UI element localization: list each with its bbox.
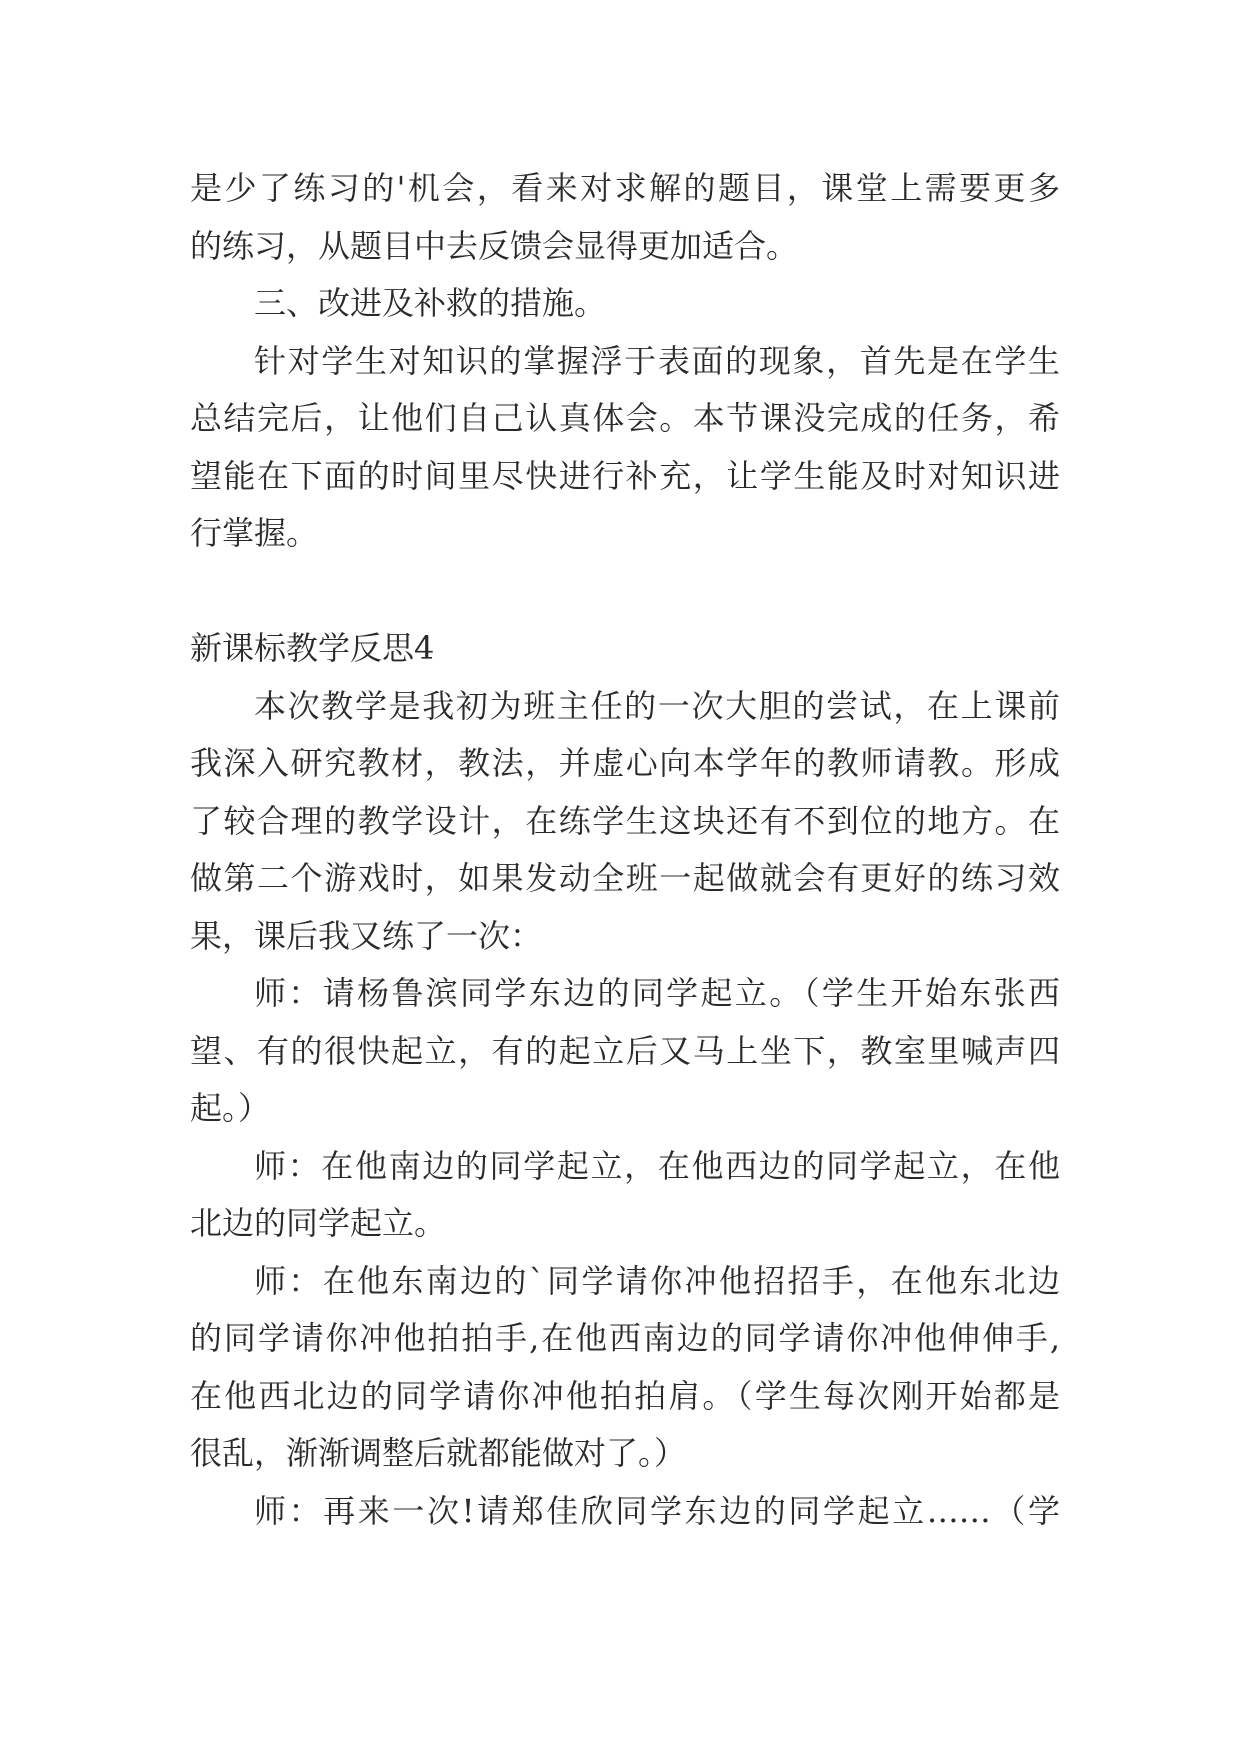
paragraph-line: 行掌握。 xyxy=(190,514,319,552)
paragraph-line: 的同学请你冲他拍拍手,在他西南边的同学请你冲他伸伸手, xyxy=(190,1319,1060,1357)
paragraph-line: 师：再来一次!请郑佳欣同学东边的同学起立……（学 xyxy=(254,1492,1060,1530)
paragraph-line: 师：在他南边的同学起立，在他西边的同学起立，在他 xyxy=(254,1147,1060,1185)
paragraph-line: 师：请杨鲁滨同学东边的同学起立。（学生开始东张西 xyxy=(254,974,1060,1012)
paragraph-line: 做第二个游戏时，如果发动全班一起做就会有更好的练习效 xyxy=(190,859,1060,897)
paragraph-line: 师：在他东南边的`同学请你冲他招招手，在他东北边 xyxy=(254,1262,1060,1300)
section-heading: 三、改进及补救的措施。 xyxy=(254,284,607,322)
paragraph-line: 起。） xyxy=(190,1089,271,1127)
paragraph-line: 很乱，渐渐调整后就都能做对了。） xyxy=(190,1434,687,1472)
paragraph-line: 是少了练习的'机会，看来对求解的题目，课堂上需要更多 xyxy=(190,169,1060,207)
paragraph-line: 本次教学是我初为班主任的一次大胆的尝试，在上课前 xyxy=(254,687,1060,725)
paragraph-line: 的练习，从题目中去反馈会显得更加适合。 xyxy=(190,227,799,265)
paragraph-line: 望、有的很快起立，有的起立后又马上坐下，教室里喊声四 xyxy=(190,1032,1060,1070)
article-title: 新课标教学反思4 xyxy=(190,629,435,667)
paragraph-line: 总结完后，让他们自己认真体会。本节课没完成的任务，希 xyxy=(190,399,1060,437)
paragraph-line: 了较合理的教学设计，在练学生这块还有不到位的地方。在 xyxy=(190,802,1060,840)
paragraph-line: 针对学生对知识的掌握浮于表面的现象，首先是在学生 xyxy=(254,342,1060,380)
paragraph-line: 望能在下面的时间里尽快进行补充，让学生能及时对知识进 xyxy=(190,457,1060,495)
paragraph-line: 我深入研究教材，教法，并虚心向本学年的教师请教。形成 xyxy=(190,744,1060,782)
paragraph-line: 北边的同学起立。 xyxy=(190,1204,447,1242)
paragraph-line: 果，课后我又练了一次： xyxy=(190,917,543,955)
paragraph-line: 在他西北边的同学请你冲他拍拍肩。（学生每次刚开始都是 xyxy=(190,1377,1060,1415)
